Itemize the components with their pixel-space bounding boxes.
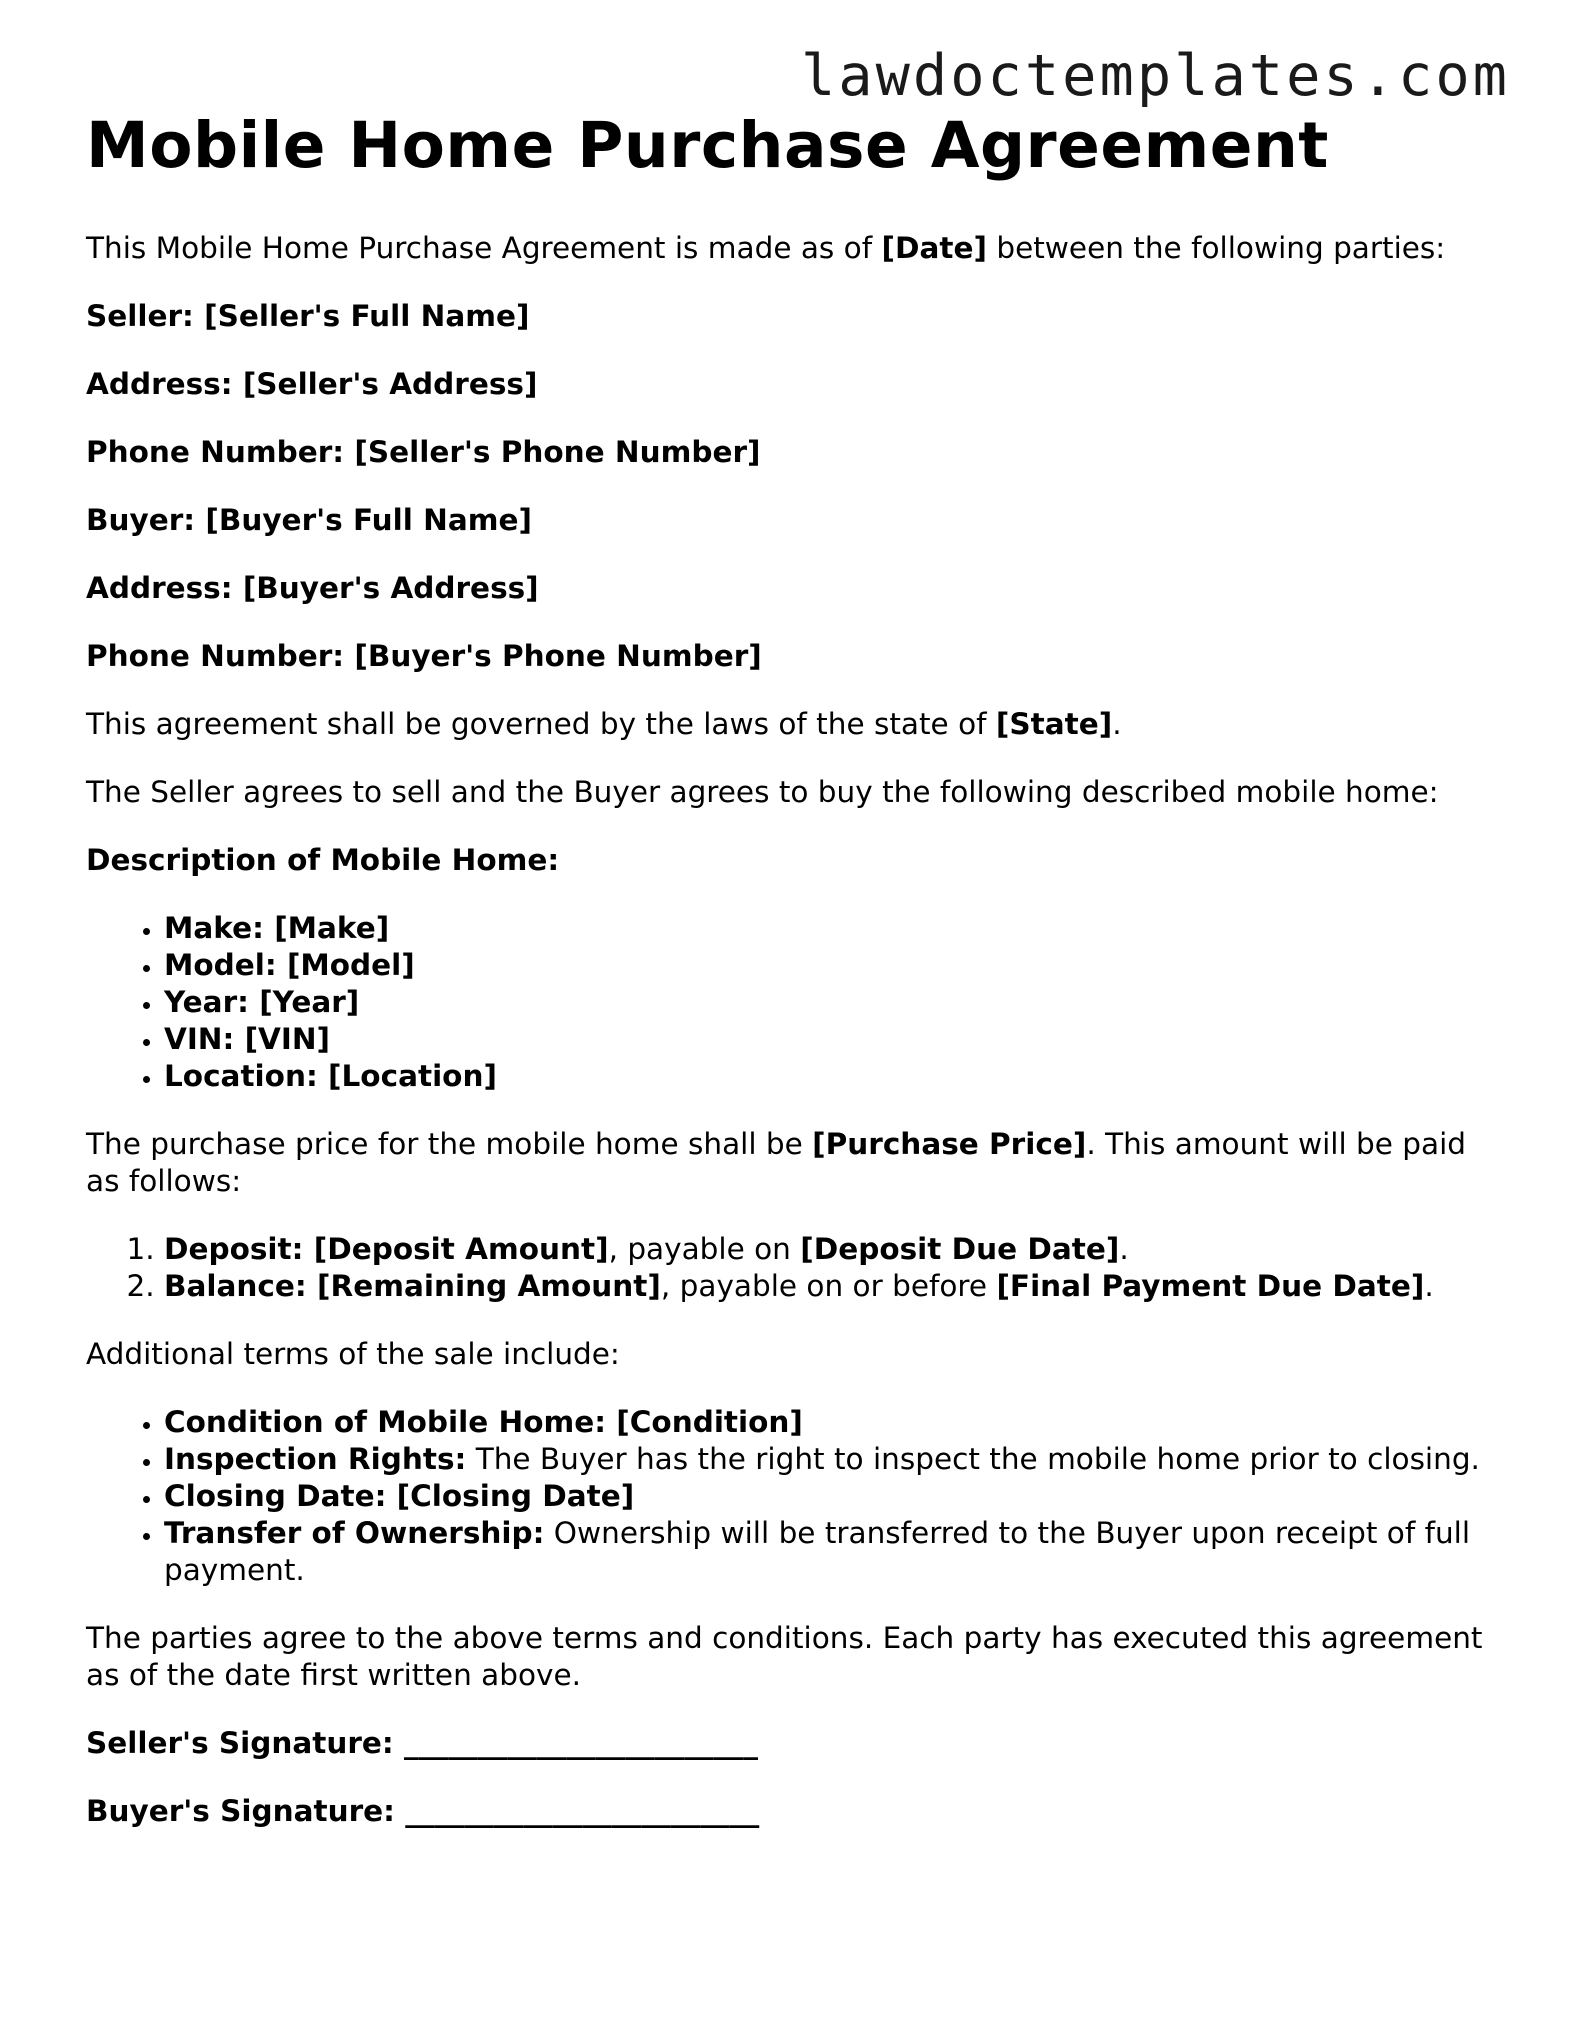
buyer-address-line [86, 570, 1496, 607]
party-label: Address: [86, 571, 233, 605]
party-label: Address: [86, 367, 233, 401]
buyer-name-line [86, 502, 1496, 539]
party-label: Phone Number: [86, 435, 345, 469]
party-label: Buyer: [86, 503, 196, 537]
payment-list [86, 1231, 1496, 1305]
description-list [86, 910, 1496, 1095]
intro-date-placeholder: [Date] [881, 231, 987, 265]
list-item: • Year: [Year] [164, 984, 1496, 1021]
price-paragraph [86, 1126, 1496, 1200]
party-label: Seller: [86, 299, 194, 333]
seller-address-line [86, 366, 1496, 403]
intro-text-end: between the following parties: [986, 231, 1446, 265]
party-value: [Seller's Phone Number] [354, 435, 761, 469]
price-text-end: . This amount will be paid as follows: [86, 1127, 1467, 1198]
party-value: [Buyer's Address] [242, 571, 539, 605]
party-value: [Seller's Full Name] [204, 299, 530, 333]
list-item: • Model: [Model] [164, 947, 1496, 984]
party-value: [Buyer's Full Name] [205, 503, 532, 537]
seller-signature-line [86, 1725, 1496, 1762]
additional-terms-intro: Additional terms of the sale include: [86, 1337, 620, 1371]
document-title: Mobile Home Purchase Agreement [86, 109, 1329, 182]
site-watermark: lawdoctemplates.com [800, 43, 1510, 109]
agreement-document [86, 106, 1496, 1861]
list-item: 2. Balance: [Remaining Amount], payable on or before [Final Payment Due Date]. [164, 1268, 1496, 1305]
list-item: • VIN: [VIN] [164, 1021, 1496, 1058]
list-item: 1. Deposit: [Deposit Amount], payable on [Deposit Due Date]. [164, 1231, 1496, 1268]
party-value: [Seller's Address] [242, 367, 538, 401]
intro-paragraph [86, 230, 1496, 267]
governing-text: This agreement shall be governed by the laws of the state of [86, 707, 996, 741]
seller-name-line [86, 298, 1496, 335]
sale-statement: The Seller agrees to sell and the Buyer agrees to buy the following described mobile home: [86, 775, 1439, 809]
terms-list [86, 1404, 1496, 1589]
signature-blank: ________________________ [404, 1726, 759, 1760]
closing-statement: The parties agree to the above terms and conditions. Each party has executed this agreement as of the date first written above. [86, 1621, 1483, 1692]
party-label: Phone Number: [86, 639, 345, 673]
list-item: • Closing Date: [Closing Date] [164, 1478, 1496, 1515]
signature-label: Buyer's Signature: [86, 1794, 395, 1828]
price-text: The purchase price for the mobile home shall be [86, 1127, 813, 1161]
list-item: • Transfer of Ownership: Ownership will be transferred to the Buyer upon receipt of full payment. [164, 1515, 1496, 1589]
seller-phone-line [86, 434, 1496, 471]
list-item: • Location: [Location] [164, 1058, 1496, 1095]
purchase-price-placeholder: [Purchase Price] [812, 1127, 1087, 1161]
list-item: • Condition of Mobile Home: [Condition] [164, 1404, 1496, 1441]
description-heading: Description of Mobile Home: [86, 843, 560, 877]
governing-text-end: . [1112, 707, 1122, 741]
buyer-phone-line [86, 638, 1496, 675]
intro-text: This Mobile Home Purchase Agreement is made as of [86, 231, 882, 265]
state-placeholder: [State] [995, 707, 1113, 741]
list-item: • Make: [Make] [164, 910, 1496, 947]
buyer-signature-line [86, 1793, 1496, 1830]
list-item: • Inspection Rights: The Buyer has the right to inspect the mobile home prior to closing. [164, 1441, 1496, 1478]
governing-law-paragraph [86, 706, 1496, 743]
signature-label: Seller's Signature: [86, 1726, 394, 1760]
signature-blank: ________________________ [405, 1794, 760, 1828]
party-value: [Buyer's Phone Number] [354, 639, 762, 673]
